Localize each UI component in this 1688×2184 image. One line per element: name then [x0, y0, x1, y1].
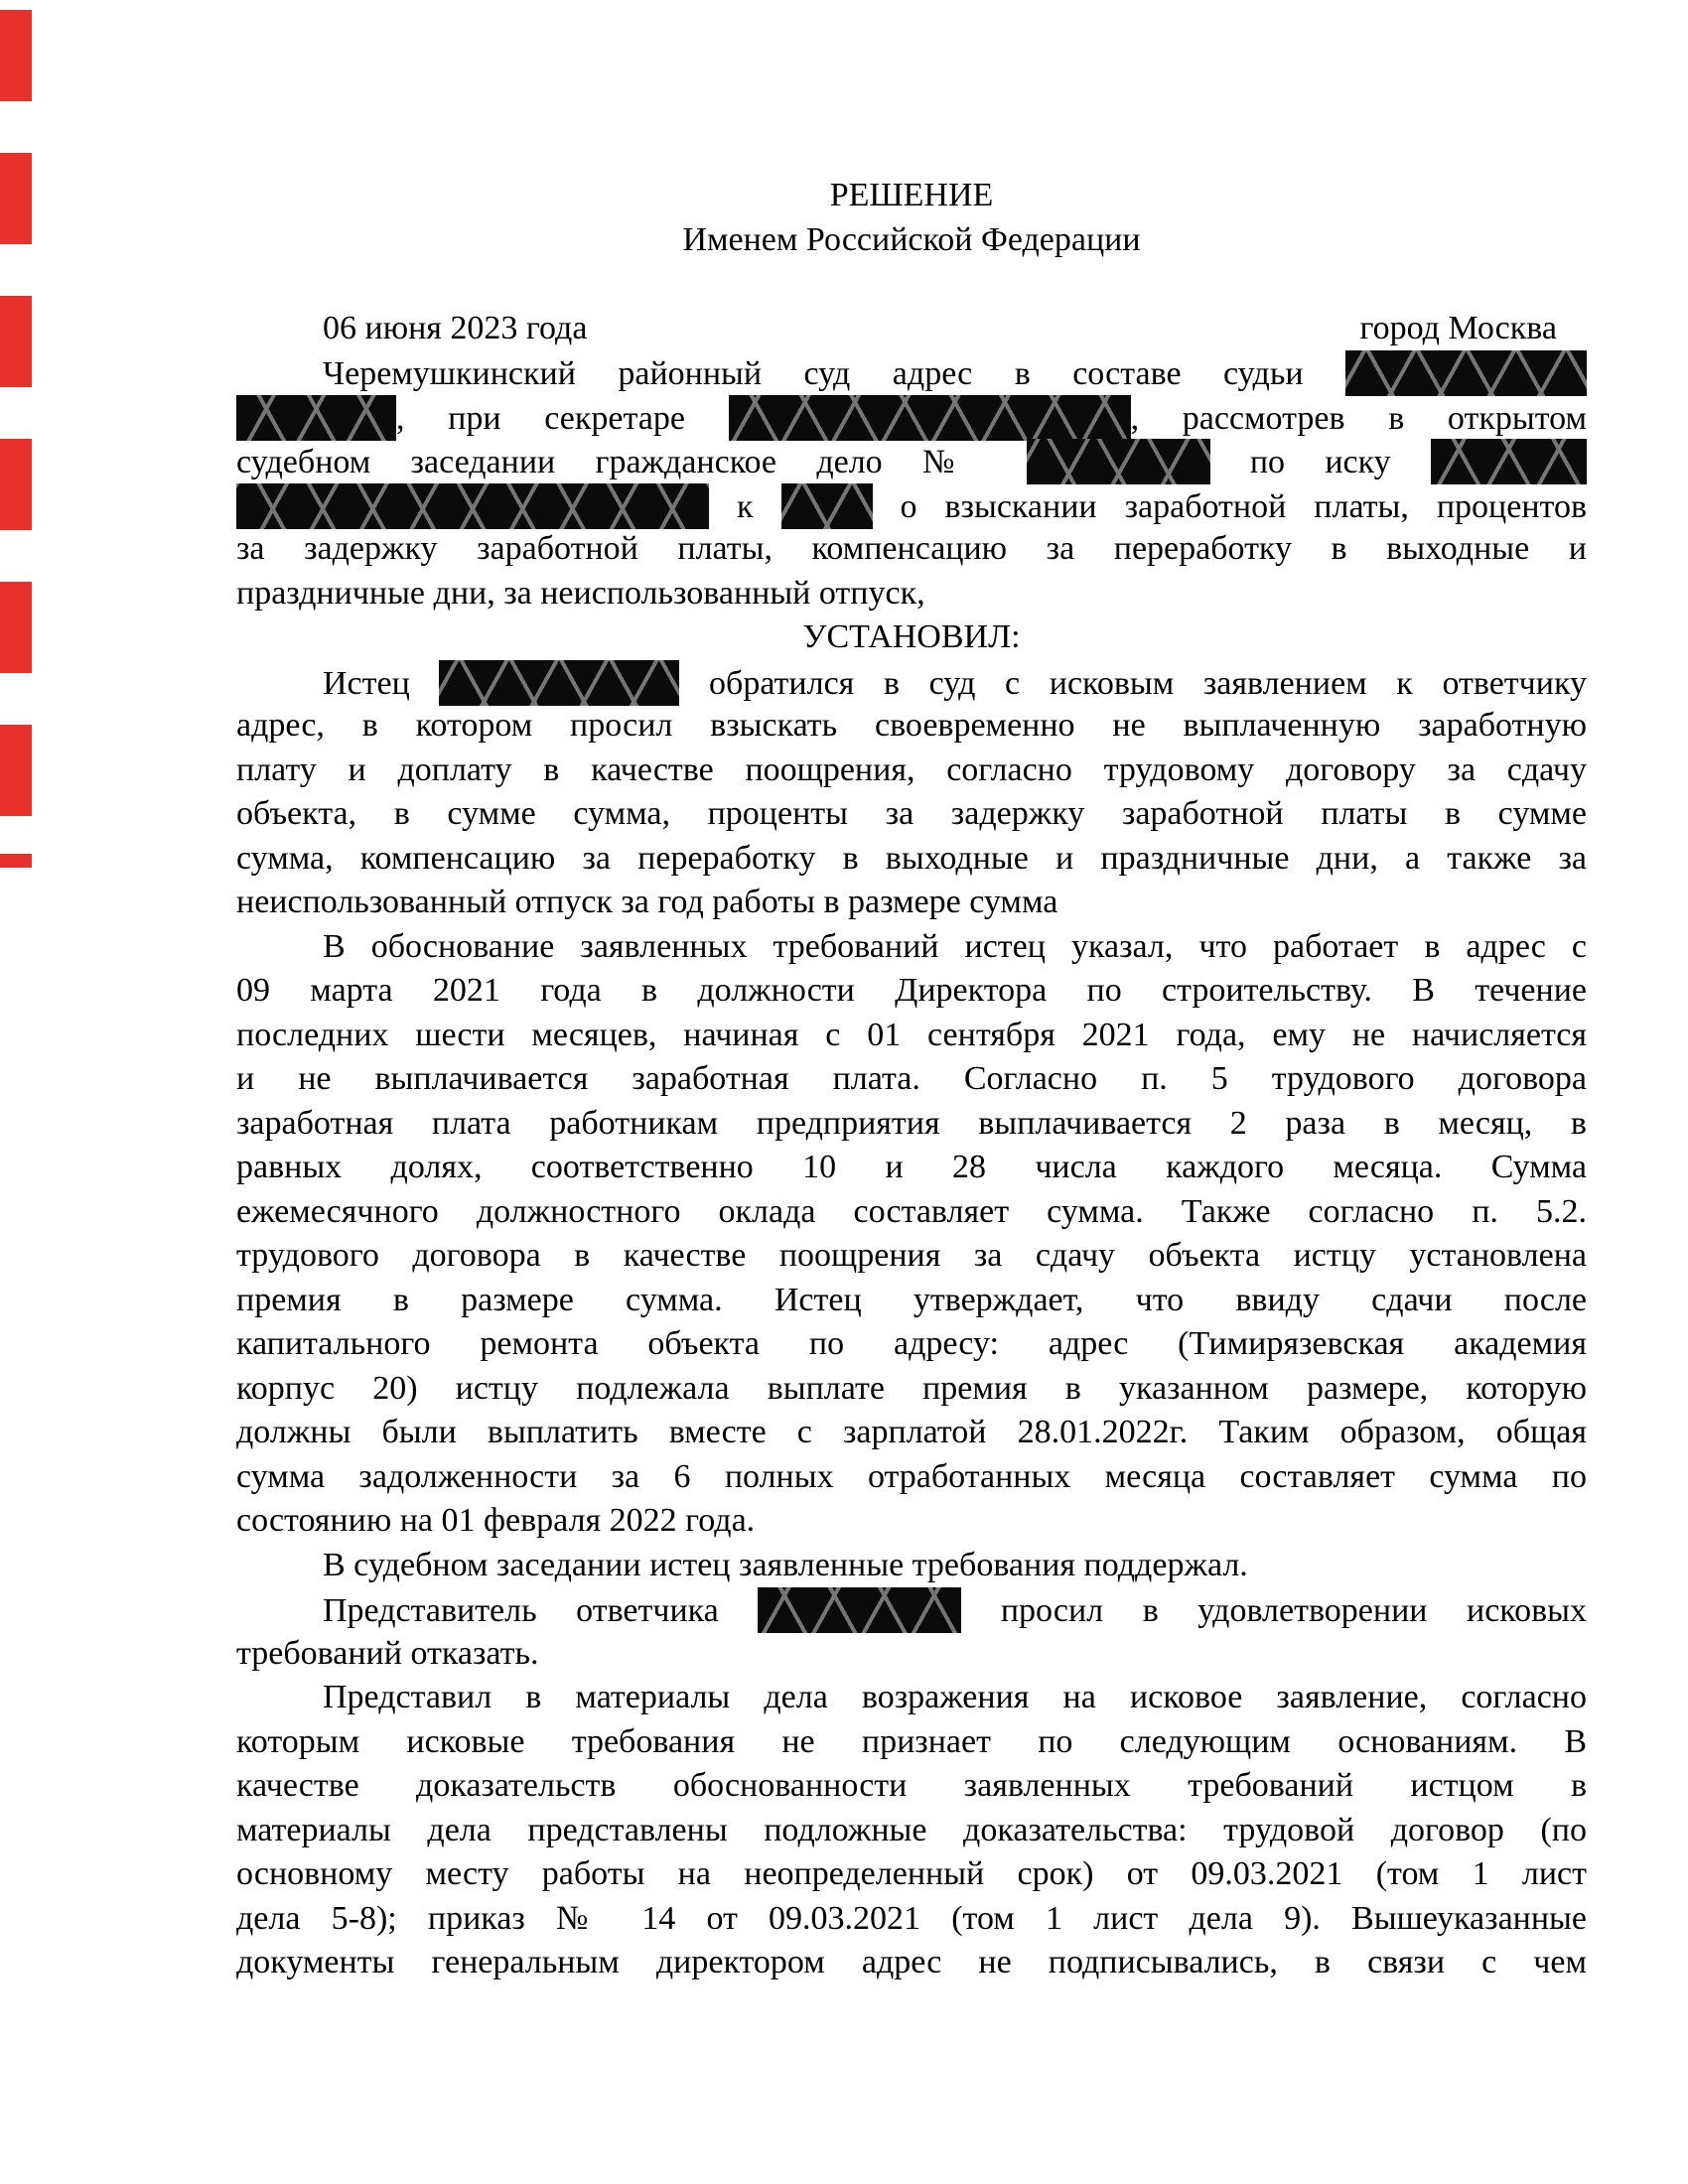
text-segment: Черемушкинский районный суд адрес в составе судьи	[323, 355, 1345, 392]
text-segment: В судебном заседании истец заявленные требования поддержал.	[323, 1546, 1248, 1583]
text-segment: за задержку заработной платы, компенсацию за переработку в выходные и	[236, 530, 1587, 567]
text-segment: В обоснование заявленных требований истец указал, что работает в адрес с	[323, 927, 1587, 965]
text-segment: дела 5-8); приказ № 14 от 09.03.2021 (том 1 лист дела 9). Вышеуказанные	[236, 1899, 1587, 1937]
document-line	[236, 1102, 1587, 1147]
text-segment: о взыскании заработной платы, процентов	[872, 487, 1587, 525]
text-segment: Именем Российской Федерации	[682, 220, 1141, 258]
text-segment: праздничные дни, за неиспользованный отпуск,	[236, 574, 925, 612]
text-segment: заработная плата работникам предприятия выплачивается 2 раза в месяц, в	[236, 1104, 1587, 1142]
text-segment: корпус 20) истцу подлежала выплате премия в указанном размере, которую	[236, 1369, 1587, 1407]
document-line	[236, 1455, 1587, 1500]
document-line	[236, 1587, 1587, 1632]
subtitle	[236, 218, 1587, 263]
text-segment: капитального ремонта объекта по адресу: адрес (Тимирязевская академия	[236, 1325, 1587, 1362]
document-line	[236, 704, 1587, 749]
section-heading	[236, 615, 1587, 660]
document-line	[236, 1764, 1587, 1809]
decision-city: город Москва	[1359, 309, 1557, 346]
text-segment: РЕШЕНИЕ	[829, 177, 994, 213]
text-segment: и не выплачивается заработная плата. Согласно п. 5 трудового договора	[236, 1060, 1587, 1097]
text-segment: ежемесячного должностного оклада составляет сумма. Также согласно п. 5.2.	[236, 1192, 1587, 1230]
text-segment: качестве доказательств обоснованности заявленных требований истцом в	[236, 1767, 1587, 1804]
document-line	[236, 1234, 1587, 1279]
document-line	[236, 1809, 1587, 1853]
document-line	[236, 969, 1587, 1014]
text-column	[236, 174, 1587, 1985]
text-segment: документы генеральным директором адрес не подписывались, в связи с чем	[236, 1944, 1587, 1980]
document-line	[236, 1544, 1587, 1588]
document-line	[236, 881, 1587, 925]
document-line	[236, 792, 1587, 837]
red-margin-dash	[0, 153, 32, 244]
document-line	[236, 527, 1587, 572]
title	[236, 174, 1587, 218]
text-segment: материалы дела представлены подложные доказательства: трудовой договор (по	[236, 1811, 1587, 1848]
text-segment: сумма, компенсацию за переработку в выходные и праздничные дни, а также за	[236, 839, 1587, 877]
redaction-block	[729, 395, 1131, 441]
document-line	[236, 395, 1587, 440]
text-segment: сумма задолженности за 6 полных отработанных месяца составляет сумма по	[236, 1457, 1587, 1495]
document-line	[236, 1411, 1587, 1455]
text-segment: адрес, в котором просил взыскать своевременно не выплаченную заработную	[236, 707, 1587, 744]
document-line	[236, 572, 1587, 616]
document-line	[236, 1190, 1587, 1235]
text-segment: Представитель ответчика	[323, 1592, 759, 1629]
text-segment: объекта, в сумме сумма, проценты за задержку заработной платы в сумме	[236, 795, 1587, 832]
text-segment: по иску	[1209, 444, 1431, 480]
document-line	[236, 1632, 1587, 1677]
text-segment: , при секретаре	[396, 399, 729, 437]
document-line	[236, 1367, 1587, 1412]
text-segment: к	[709, 487, 781, 525]
redaction-block	[1431, 439, 1587, 484]
red-margin-dash	[0, 296, 32, 387]
text-segment: требований отказать.	[236, 1634, 539, 1672]
text-segment: которым исковые требования не признает по следующим основаниям. В	[236, 1722, 1587, 1760]
text-segment: обратился в суд с исковым заявлением к ответчику	[679, 664, 1587, 702]
redaction-block	[758, 1587, 961, 1633]
text-segment: , рассмотрев в открытом	[1130, 399, 1587, 437]
text-segment: просил в удовлетворении исковых	[961, 1592, 1587, 1629]
document-line	[236, 483, 1587, 528]
text-segment: равных долях, соответственно 10 и 28 числа каждого месяца. Сумма	[236, 1149, 1587, 1185]
document-line	[236, 1322, 1587, 1367]
redaction-block	[781, 483, 873, 529]
document-line	[236, 350, 1587, 395]
red-margin-dash	[0, 582, 32, 673]
redaction-block	[236, 395, 396, 441]
document-line	[236, 1057, 1587, 1102]
date-place-line	[236, 307, 1587, 351]
redaction-block	[439, 660, 679, 706]
document-line	[236, 1014, 1587, 1058]
text-segment: премия в размере сумма. Истец утверждает, что ввиду сдачи после	[236, 1281, 1587, 1318]
text-segment: состоянию на 01 февраля 2022 года.	[236, 1502, 756, 1539]
document-line	[236, 1941, 1587, 1985]
document-line	[236, 925, 1587, 970]
text-segment: Истец	[323, 664, 440, 702]
blank-line	[236, 262, 1587, 307]
red-margin-dash	[0, 725, 32, 816]
text-segment: УСТАНОВИЛ:	[802, 618, 1021, 655]
text-segment: судебном заседании гражданское дело №	[236, 444, 1027, 480]
redaction-block	[1345, 350, 1587, 396]
document-line	[236, 1852, 1587, 1897]
document-line	[236, 1676, 1587, 1720]
document-line	[236, 1897, 1587, 1942]
text-segment: трудового договора в качестве поощрения за сдачу объекта истцу установлена	[236, 1237, 1587, 1274]
text-segment: плату и доплату в качестве поощрения, согласно трудовому договору за сдачу	[236, 751, 1587, 788]
document-line	[236, 1279, 1587, 1323]
text-segment: 09 марта 2021 года в должности Директора по строительству. В течение	[236, 972, 1587, 1009]
document-line	[236, 660, 1587, 705]
document-line	[236, 1499, 1587, 1544]
document-line	[236, 749, 1587, 793]
text-segment: основному месту работы на неопределенный срок) от 09.03.2021 (том 1 лист	[236, 1855, 1587, 1892]
redaction-block	[1027, 439, 1210, 484]
document-line	[236, 837, 1587, 882]
text-segment: должны были выплатить вместе с зарплатой 28.01.2022г. Таким образом, общая	[236, 1414, 1587, 1450]
red-margin-dash	[0, 10, 32, 101]
document-line	[236, 439, 1587, 483]
document-line	[236, 1146, 1587, 1190]
text-segment: Представил в материалы дела возражения на исковое заявление, согласно	[323, 1679, 1587, 1715]
red-margin-dash	[0, 854, 32, 868]
text-segment: последних шести месяцев, начиная с 01 сентября 2021 года, ему не начисляется	[236, 1016, 1587, 1053]
decision-date: 06 июня 2023 года	[323, 309, 588, 346]
red-margin-dash	[0, 439, 32, 530]
redaction-block	[236, 483, 709, 529]
document-line	[236, 1720, 1587, 1765]
text-segment: неиспользованный отпуск за год работы в размере сумма	[236, 884, 1058, 920]
